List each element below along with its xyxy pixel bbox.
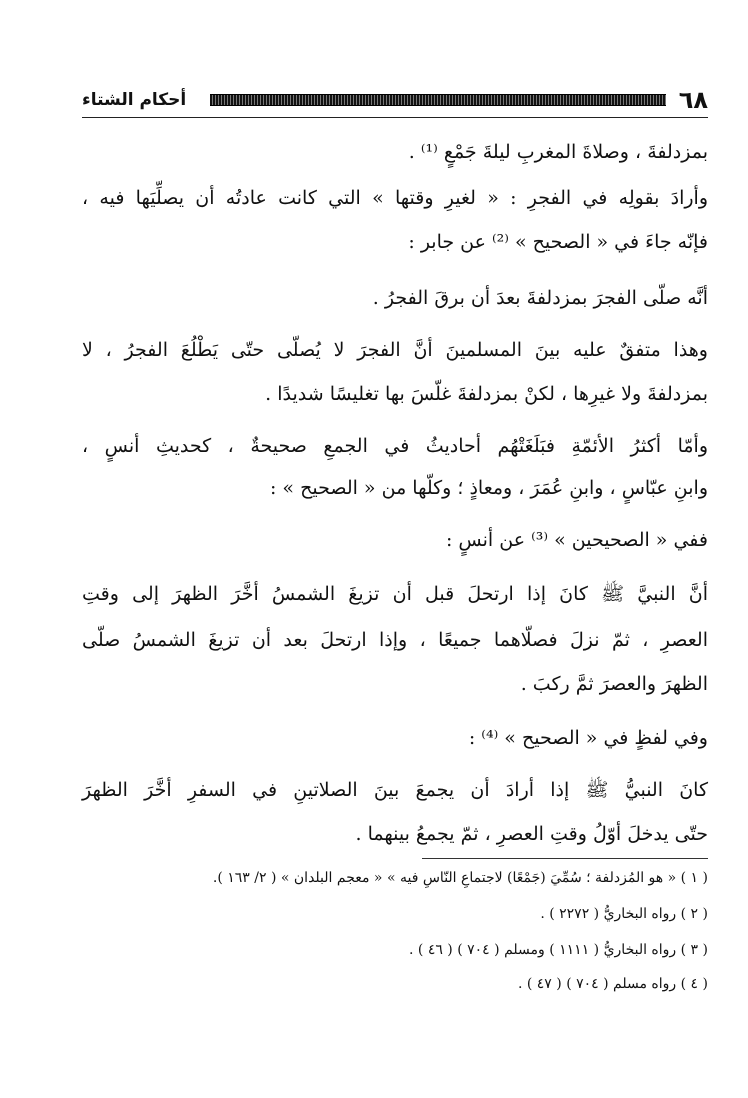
footnote-separator <box>422 858 708 859</box>
text-line: كانَ النبيُّ ﷺ إذا أرادَ أن يجمعَ بينَ الصلاتينِ في السفرِ أخَّرَ الظهرَ <box>82 779 708 801</box>
running-title: أحكام الشتاء <box>82 90 187 110</box>
text-line: وأمّا أكثرُ الأئمّةِ فبَلَغَتْهُم أحاديثُ في الجمعِ صحيحةٌ ، كحديثِ أنسٍ ، <box>82 435 708 457</box>
text-line: بمزدلفةَ ، وصلاةَ المغربِ ليلةَ جَمْعٍ ⁽¹⁾ . <box>408 141 708 163</box>
text-line: وابنِ عبّاسٍ ، وابنِ عُمَرَ ، ومعاذٍ ؛ وكلّها من « الصحيح » : <box>269 477 708 499</box>
footnote: ( ١ ) « هو المُزدلفة ؛ سُمِّيَ (جَمْعًا) لاجتماعِ النّاسِ فيه » « معجم البلدان » ( ٢/ ١٦٣ ). <box>212 870 708 886</box>
footnote: ( ٢ ) رواه البخاريُّ ( ٢٢٧٢ ) . <box>540 906 708 922</box>
text-line: بمزدلفةَ ولا غيرِها ، لكنْ بمزدلفةَ غلّسَ بها تغليسًا شديدًا . <box>265 383 708 405</box>
header-decorative-rule <box>210 94 666 106</box>
text-line: الظهرَ والعصرَ ثمَّ ركبَ . <box>520 673 708 695</box>
page-number: ٦٨ <box>678 86 708 114</box>
text-line: فإنّه جاءَ في « الصحيح » ⁽²⁾ عن جابر : <box>408 231 708 253</box>
header-underline <box>82 117 708 118</box>
page-header <box>82 84 708 120</box>
text-line: ففي « الصحيحين » ⁽³⁾ عن أنسٍ : <box>445 529 708 551</box>
footnote: ( ٤ ) رواه مسلم ( ٧٠٤ ) ( ٤٧ ) . <box>517 976 708 992</box>
text-line: أنَّه صلّى الفجرَ بمزدلفةَ بعدَ أن برقَ الفجرُ . <box>372 287 708 309</box>
text-line: أنَّ النبيَّ ﷺ كانَ إذا ارتحلَ قبل أن تزيغَ الشمسُ أخَّرَ الظهرَ إلى وقتِ <box>82 583 708 605</box>
text-line: العصرِ ، ثمّ نزلَ فصلّاهما جميعًا ، وإذا ارتحلَ بعد أن تزيغَ الشمسُ صلّى <box>82 629 708 651</box>
text-line: حتّى يدخلَ أوّلُ وقتِ العصرِ ، ثمّ يجمعُ بينهما . <box>355 823 708 845</box>
text-line: وفي لفظٍ في « الصحيح » ⁽⁴⁾ : <box>468 727 708 749</box>
text-line: وهذا متفقٌ عليه بينَ المسلمينَ أنَّ الفجرَ لا يُصلّى حتّى يَطْلُعَ الفجرُ ، لا <box>82 339 708 361</box>
text-line: وأرادَ بقولِه في الفجرِ : « لغيرِ وقتها » التي كانت عادتُه أن يصلِّيَها فيه ، <box>82 187 708 209</box>
footnote: ( ٣ ) رواه البخاريُّ ( ١١١١ ) ومسلم ( ٧٠٤ ) ( ٤٦ ) . <box>409 942 708 958</box>
